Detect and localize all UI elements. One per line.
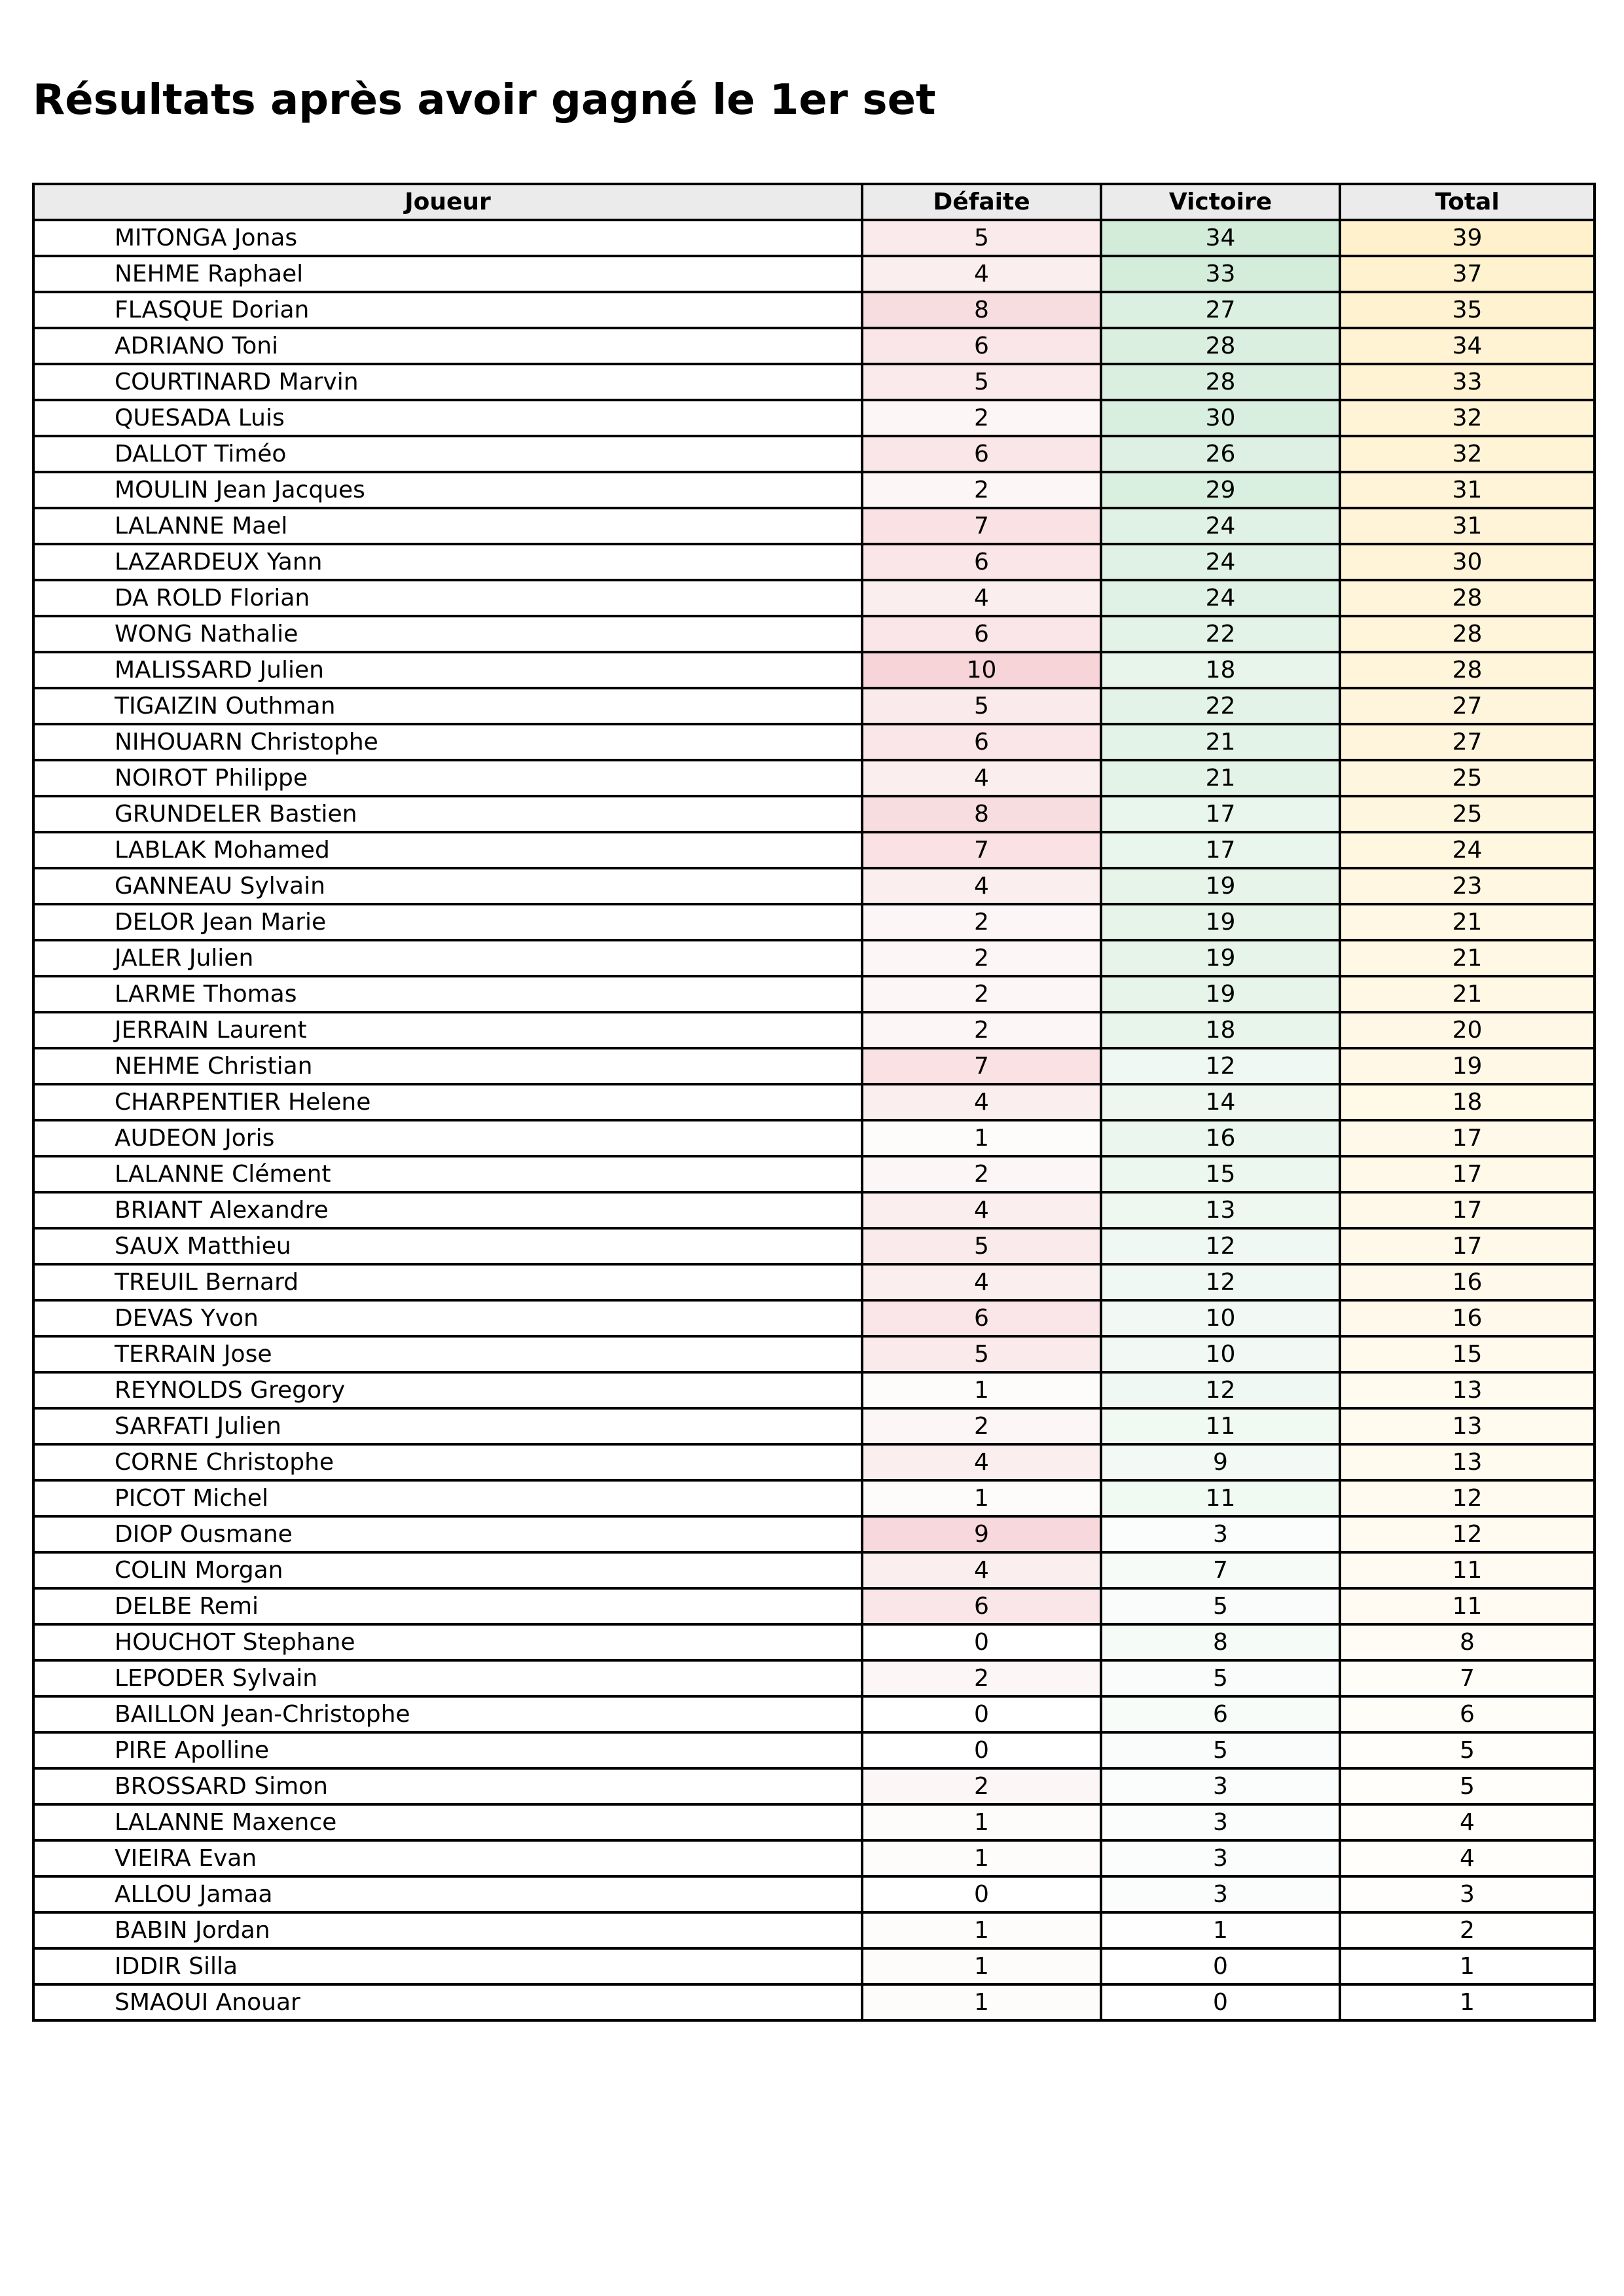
header-defaite: Défaite	[862, 184, 1101, 220]
table-row	[33, 1660, 1595, 1696]
total-cell: 13	[1340, 1444, 1595, 1480]
victoire-cell: 26	[1101, 436, 1340, 472]
victoire-cell: 10	[1101, 1336, 1340, 1372]
victoire-cell: 19	[1101, 868, 1340, 904]
player-name-cell: COLIN Morgan	[33, 1552, 862, 1588]
victoire-cell: 30	[1101, 400, 1340, 436]
table-row	[33, 328, 1595, 364]
total-cell: 11	[1340, 1552, 1595, 1588]
total-cell: 3	[1340, 1876, 1595, 1912]
victoire-cell: 24	[1101, 508, 1340, 544]
victoire-cell: 22	[1101, 616, 1340, 652]
total-cell: 32	[1340, 436, 1595, 472]
player-name-cell: NIHOUARN Christophe	[33, 724, 862, 760]
victoire-cell: 3	[1101, 1840, 1340, 1876]
defaite-cell: 5	[862, 364, 1101, 400]
total-cell: 25	[1340, 760, 1595, 796]
defaite-cell: 2	[862, 1660, 1101, 1696]
total-cell: 6	[1340, 1696, 1595, 1732]
table-row	[33, 688, 1595, 724]
total-cell: 21	[1340, 904, 1595, 940]
defaite-cell: 6	[862, 1588, 1101, 1624]
defaite-cell: 4	[862, 1192, 1101, 1228]
player-name-cell: MOULIN Jean Jacques	[33, 472, 862, 508]
defaite-cell: 6	[862, 436, 1101, 472]
defaite-cell: 5	[862, 1336, 1101, 1372]
defaite-cell: 1	[862, 1912, 1101, 1948]
table-row	[33, 796, 1595, 832]
defaite-cell: 4	[862, 760, 1101, 796]
total-cell: 39	[1340, 220, 1595, 256]
defaite-cell: 0	[862, 1732, 1101, 1768]
total-cell: 27	[1340, 724, 1595, 760]
victoire-cell: 5	[1101, 1660, 1340, 1696]
player-name-cell: MITONGA Jonas	[33, 220, 862, 256]
victoire-cell: 22	[1101, 688, 1340, 724]
player-name-cell: ADRIANO Toni	[33, 328, 862, 364]
player-name-cell: BROSSARD Simon	[33, 1768, 862, 1804]
player-name-cell: LABLAK Mohamed	[33, 832, 862, 868]
player-name-cell: QUESADA Luis	[33, 400, 862, 436]
defaite-cell: 8	[862, 292, 1101, 328]
table-row	[33, 1444, 1595, 1480]
player-name-cell: JERRAIN Laurent	[33, 1012, 862, 1048]
victoire-cell: 3	[1101, 1768, 1340, 1804]
total-cell: 27	[1340, 688, 1595, 724]
victoire-cell: 18	[1101, 1012, 1340, 1048]
player-name-cell: SMAOUI Anouar	[33, 1984, 862, 2020]
defaite-cell: 0	[862, 1876, 1101, 1912]
victoire-cell: 6	[1101, 1696, 1340, 1732]
table-row	[33, 1588, 1595, 1624]
victoire-cell: 3	[1101, 1876, 1340, 1912]
total-cell: 12	[1340, 1480, 1595, 1516]
defaite-cell: 2	[862, 940, 1101, 976]
defaite-cell: 2	[862, 400, 1101, 436]
player-name-cell: LAZARDEUX Yann	[33, 544, 862, 580]
victoire-cell: 19	[1101, 976, 1340, 1012]
defaite-cell: 2	[862, 1408, 1101, 1444]
table-row	[33, 1624, 1595, 1660]
victoire-cell: 0	[1101, 1948, 1340, 1984]
victoire-cell: 3	[1101, 1516, 1340, 1552]
table-row	[33, 1408, 1595, 1444]
table-row	[33, 1948, 1595, 1984]
total-cell: 21	[1340, 976, 1595, 1012]
victoire-cell: 12	[1101, 1372, 1340, 1408]
player-name-cell: DA ROLD Florian	[33, 580, 862, 616]
defaite-cell: 5	[862, 220, 1101, 256]
victoire-cell: 34	[1101, 220, 1340, 256]
victoire-cell: 12	[1101, 1048, 1340, 1084]
total-cell: 25	[1340, 796, 1595, 832]
total-cell: 17	[1340, 1192, 1595, 1228]
table-row	[33, 1768, 1595, 1804]
total-cell: 12	[1340, 1516, 1595, 1552]
table-row	[33, 544, 1595, 580]
victoire-cell: 0	[1101, 1984, 1340, 2020]
victoire-cell: 5	[1101, 1588, 1340, 1624]
player-name-cell: PICOT Michel	[33, 1480, 862, 1516]
player-name-cell: DELBE Remi	[33, 1588, 862, 1624]
victoire-cell: 14	[1101, 1084, 1340, 1120]
victoire-cell: 3	[1101, 1804, 1340, 1840]
defaite-cell: 8	[862, 796, 1101, 832]
player-name-cell: ALLOU Jamaa	[33, 1876, 862, 1912]
total-cell: 1	[1340, 1984, 1595, 2020]
defaite-cell: 5	[862, 688, 1101, 724]
defaite-cell: 4	[862, 1264, 1101, 1300]
player-name-cell: DALLOT Timéo	[33, 436, 862, 472]
defaite-cell: 2	[862, 1156, 1101, 1192]
defaite-cell: 10	[862, 652, 1101, 688]
player-name-cell: TREUIL Bernard	[33, 1264, 862, 1300]
total-cell: 28	[1340, 580, 1595, 616]
page-title: Résultats après avoir gagné le 1er set	[33, 76, 936, 124]
defaite-cell: 4	[862, 1444, 1101, 1480]
victoire-cell: 12	[1101, 1228, 1340, 1264]
defaite-cell: 4	[862, 1084, 1101, 1120]
table-row	[33, 1732, 1595, 1768]
player-name-cell: LARME Thomas	[33, 976, 862, 1012]
victoire-cell: 17	[1101, 832, 1340, 868]
victoire-cell: 5	[1101, 1732, 1340, 1768]
victoire-cell: 16	[1101, 1120, 1340, 1156]
defaite-cell: 2	[862, 472, 1101, 508]
player-name-cell: NOIROT Philippe	[33, 760, 862, 796]
victoire-cell: 33	[1101, 256, 1340, 292]
player-name-cell: HOUCHOT Stephane	[33, 1624, 862, 1660]
table-row	[33, 868, 1595, 904]
header-joueur: Joueur	[33, 184, 862, 220]
table-row	[33, 364, 1595, 400]
player-name-cell: GANNEAU Sylvain	[33, 868, 862, 904]
defaite-cell: 0	[862, 1696, 1101, 1732]
player-name-cell: GRUNDELER Bastien	[33, 796, 862, 832]
victoire-cell: 21	[1101, 724, 1340, 760]
defaite-cell: 1	[862, 1948, 1101, 1984]
victoire-cell: 28	[1101, 328, 1340, 364]
defaite-cell: 6	[862, 724, 1101, 760]
victoire-cell: 24	[1101, 544, 1340, 580]
player-name-cell: CHARPENTIER Helene	[33, 1084, 862, 1120]
total-cell: 8	[1340, 1624, 1595, 1660]
player-name-cell: NEHME Christian	[33, 1048, 862, 1084]
player-name-cell: JALER Julien	[33, 940, 862, 976]
table-row	[33, 1156, 1595, 1192]
victoire-cell: 1	[1101, 1912, 1340, 1948]
total-cell: 30	[1340, 544, 1595, 580]
defaite-cell: 1	[862, 1840, 1101, 1876]
table-header-row	[33, 184, 1595, 220]
defaite-cell: 0	[862, 1624, 1101, 1660]
player-name-cell: SARFATI Julien	[33, 1408, 862, 1444]
total-cell: 13	[1340, 1408, 1595, 1444]
player-name-cell: CORNE Christophe	[33, 1444, 862, 1480]
table-row	[33, 1876, 1595, 1912]
total-cell: 11	[1340, 1588, 1595, 1624]
total-cell: 32	[1340, 400, 1595, 436]
player-name-cell: LEPODER Sylvain	[33, 1660, 862, 1696]
table-row	[33, 616, 1595, 652]
total-cell: 18	[1340, 1084, 1595, 1120]
total-cell: 5	[1340, 1732, 1595, 1768]
player-name-cell: BRIANT Alexandre	[33, 1192, 862, 1228]
total-cell: 4	[1340, 1840, 1595, 1876]
player-name-cell: TIGAIZIN Outhman	[33, 688, 862, 724]
total-cell: 31	[1340, 472, 1595, 508]
player-name-cell: DEVAS Yvon	[33, 1300, 862, 1336]
table-row	[33, 1840, 1595, 1876]
victoire-cell: 21	[1101, 760, 1340, 796]
defaite-cell: 4	[862, 1552, 1101, 1588]
defaite-cell: 4	[862, 256, 1101, 292]
table-row	[33, 1516, 1595, 1552]
total-cell: 17	[1340, 1156, 1595, 1192]
table-row	[33, 1228, 1595, 1264]
defaite-cell: 7	[862, 1048, 1101, 1084]
table-row	[33, 832, 1595, 868]
defaite-cell: 6	[862, 544, 1101, 580]
player-name-cell: TERRAIN Jose	[33, 1336, 862, 1372]
defaite-cell: 9	[862, 1516, 1101, 1552]
results-table	[32, 183, 1596, 2022]
player-name-cell: REYNOLDS Gregory	[33, 1372, 862, 1408]
defaite-cell: 1	[862, 1804, 1101, 1840]
total-cell: 31	[1340, 508, 1595, 544]
table-row	[33, 1372, 1595, 1408]
table-row	[33, 436, 1595, 472]
total-cell: 24	[1340, 832, 1595, 868]
table-row	[33, 1048, 1595, 1084]
total-cell: 37	[1340, 256, 1595, 292]
table-row	[33, 1264, 1595, 1300]
player-name-cell: LALANNE Clément	[33, 1156, 862, 1192]
table-row	[33, 256, 1595, 292]
defaite-cell: 7	[862, 508, 1101, 544]
table-row	[33, 1084, 1595, 1120]
header-victoire: Victoire	[1101, 184, 1340, 220]
player-name-cell: NEHME Raphael	[33, 256, 862, 292]
defaite-cell: 4	[862, 868, 1101, 904]
total-cell: 21	[1340, 940, 1595, 976]
player-name-cell: WONG Nathalie	[33, 616, 862, 652]
table-row	[33, 976, 1595, 1012]
victoire-cell: 19	[1101, 940, 1340, 976]
total-cell: 28	[1340, 616, 1595, 652]
table-row	[33, 1480, 1595, 1516]
total-cell: 33	[1340, 364, 1595, 400]
defaite-cell: 6	[862, 616, 1101, 652]
defaite-cell: 4	[862, 580, 1101, 616]
table-row	[33, 1696, 1595, 1732]
player-name-cell: FLASQUE Dorian	[33, 292, 862, 328]
player-name-cell: BABIN Jordan	[33, 1912, 862, 1948]
victoire-cell: 27	[1101, 292, 1340, 328]
table-row	[33, 220, 1595, 256]
victoire-cell: 19	[1101, 904, 1340, 940]
defaite-cell: 2	[862, 1012, 1101, 1048]
table-row	[33, 508, 1595, 544]
defaite-cell: 1	[862, 1480, 1101, 1516]
defaite-cell: 5	[862, 1228, 1101, 1264]
table-row	[33, 940, 1595, 976]
total-cell: 28	[1340, 652, 1595, 688]
victoire-cell: 7	[1101, 1552, 1340, 1588]
table-row	[33, 1336, 1595, 1372]
victoire-cell: 12	[1101, 1264, 1340, 1300]
table-row	[33, 580, 1595, 616]
total-cell: 17	[1340, 1120, 1595, 1156]
total-cell: 1	[1340, 1948, 1595, 1984]
total-cell: 5	[1340, 1768, 1595, 1804]
total-cell: 16	[1340, 1300, 1595, 1336]
total-cell: 2	[1340, 1912, 1595, 1948]
defaite-cell: 1	[862, 1372, 1101, 1408]
victoire-cell: 15	[1101, 1156, 1340, 1192]
total-cell: 20	[1340, 1012, 1595, 1048]
table-row	[33, 904, 1595, 940]
victoire-cell: 11	[1101, 1480, 1340, 1516]
total-cell: 15	[1340, 1336, 1595, 1372]
victoire-cell: 28	[1101, 364, 1340, 400]
table-row	[33, 1300, 1595, 1336]
table-row	[33, 292, 1595, 328]
table-row	[33, 472, 1595, 508]
player-name-cell: IDDIR Silla	[33, 1948, 862, 1984]
total-cell: 35	[1340, 292, 1595, 328]
defaite-cell: 1	[862, 1120, 1101, 1156]
player-name-cell: SAUX Matthieu	[33, 1228, 862, 1264]
total-cell: 23	[1340, 868, 1595, 904]
table-row	[33, 1552, 1595, 1588]
defaite-cell: 6	[862, 1300, 1101, 1336]
player-name-cell: AUDEON Joris	[33, 1120, 862, 1156]
table-row	[33, 1120, 1595, 1156]
defaite-cell: 2	[862, 1768, 1101, 1804]
player-name-cell: LALANNE Mael	[33, 508, 862, 544]
defaite-cell: 6	[862, 328, 1101, 364]
victoire-cell: 13	[1101, 1192, 1340, 1228]
header-total: Total	[1340, 184, 1595, 220]
table-row	[33, 1012, 1595, 1048]
table-row	[33, 400, 1595, 436]
total-cell: 19	[1340, 1048, 1595, 1084]
victoire-cell: 10	[1101, 1300, 1340, 1336]
defaite-cell: 2	[862, 976, 1101, 1012]
player-name-cell: BAILLON Jean-Christophe	[33, 1696, 862, 1732]
victoire-cell: 24	[1101, 580, 1340, 616]
player-name-cell: DELOR Jean Marie	[33, 904, 862, 940]
table-row	[33, 1984, 1595, 2020]
total-cell: 7	[1340, 1660, 1595, 1696]
table-row	[33, 1804, 1595, 1840]
victoire-cell: 9	[1101, 1444, 1340, 1480]
total-cell: 17	[1340, 1228, 1595, 1264]
total-cell: 34	[1340, 328, 1595, 364]
table-row	[33, 1192, 1595, 1228]
defaite-cell: 2	[862, 904, 1101, 940]
victoire-cell: 11	[1101, 1408, 1340, 1444]
total-cell: 4	[1340, 1804, 1595, 1840]
victoire-cell: 29	[1101, 472, 1340, 508]
player-name-cell: VIEIRA Evan	[33, 1840, 862, 1876]
victoire-cell: 8	[1101, 1624, 1340, 1660]
player-name-cell: LALANNE Maxence	[33, 1804, 862, 1840]
player-name-cell: PIRE Apolline	[33, 1732, 862, 1768]
victoire-cell: 18	[1101, 652, 1340, 688]
table-body	[33, 220, 1595, 2020]
table-row	[33, 724, 1595, 760]
player-name-cell: DIOP Ousmane	[33, 1516, 862, 1552]
table-row	[33, 760, 1595, 796]
total-cell: 13	[1340, 1372, 1595, 1408]
player-name-cell: COURTINARD Marvin	[33, 364, 862, 400]
player-name-cell: MALISSARD Julien	[33, 652, 862, 688]
table-row	[33, 652, 1595, 688]
victoire-cell: 17	[1101, 796, 1340, 832]
total-cell: 16	[1340, 1264, 1595, 1300]
defaite-cell: 1	[862, 1984, 1101, 2020]
defaite-cell: 7	[862, 832, 1101, 868]
table-row	[33, 1912, 1595, 1948]
